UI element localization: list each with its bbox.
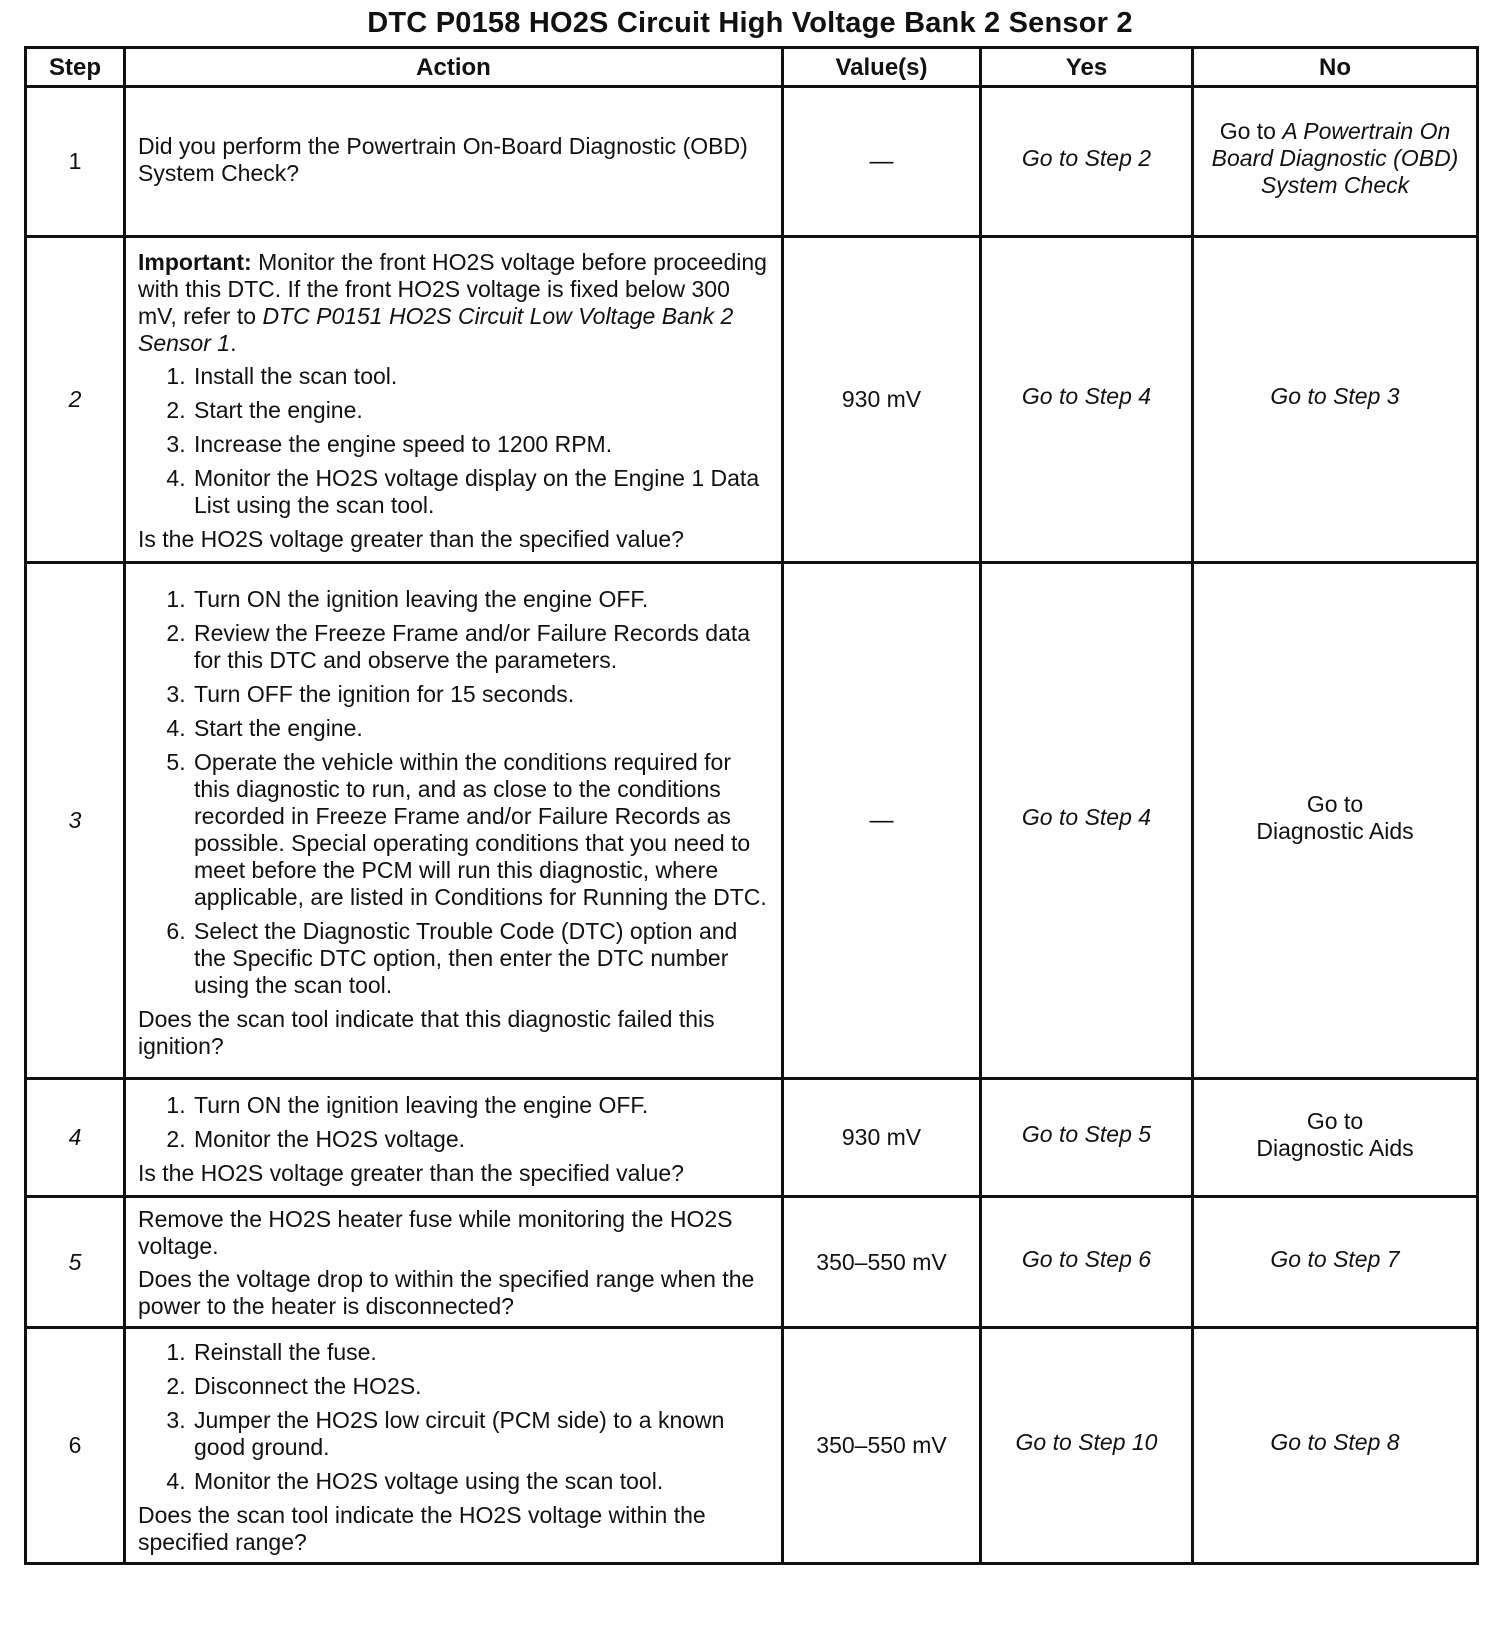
table-row xyxy=(26,87,1478,237)
action-question: Does the scan tool indicate that this diagnostic failed this ignition? xyxy=(138,1005,715,1059)
no-link[interactable]: Diagnostic Aids xyxy=(1256,1134,1414,1161)
value-text: 350–550 mV xyxy=(816,1248,947,1275)
column-header-action: Action xyxy=(125,48,783,87)
action-step-list xyxy=(138,1092,771,1153)
list-item: 1. Turn ON the ignition leaving the engine OFF. xyxy=(192,1092,771,1119)
step-number: 5 xyxy=(68,1248,82,1275)
yes-cell xyxy=(981,1197,1193,1328)
list-item: 3. Jumper the HO2S low circuit (PCM side) to a known good ground. xyxy=(192,1407,771,1461)
value-text: — xyxy=(869,807,894,834)
value-text: 930 mV xyxy=(841,1124,922,1150)
step-number-cell xyxy=(26,1079,125,1197)
yes-cell xyxy=(981,1079,1193,1197)
step-number: 6 xyxy=(68,1432,82,1458)
list-item: 5. Operate the vehicle within the conditions required for this diagnostic to run, and as close to the conditions recorded in Freeze Frame and/or Failure Records as possible. Special operating conditions that you need to meet before the PCM will run this diagnostic, where applicable, are listed in Conditions for Running the DTC. xyxy=(192,749,771,911)
no-cell xyxy=(1193,563,1478,1079)
action-cell xyxy=(125,563,783,1079)
step-number-cell xyxy=(26,1328,125,1564)
no-cell xyxy=(1193,1328,1478,1564)
yes-cell xyxy=(981,1328,1193,1564)
important-text: Monitor the front HO2S voltage before proceeding with this DTC. If the front HO2S voltage is fixed below 300 mV, refer to xyxy=(138,248,767,329)
no-link[interactable]: Go to Step 3 xyxy=(1270,383,1400,409)
yes-cell xyxy=(981,237,1193,563)
column-header-yes: Yes xyxy=(981,48,1193,87)
step-number-cell xyxy=(26,1197,125,1328)
value-text: — xyxy=(869,148,894,175)
value-cell xyxy=(783,1197,981,1328)
no-link[interactable]: A Powertrain On Board Diagnostic (OBD) System Check xyxy=(1211,118,1459,198)
important-end: . xyxy=(230,329,237,356)
no-cell xyxy=(1193,87,1478,237)
action-question: Does the voltage drop to within the specified range when the power to the heater is disconnected? xyxy=(138,1266,755,1319)
column-header-values: Value(s) xyxy=(783,48,981,87)
action-step-list xyxy=(138,586,771,999)
diagnostic-table xyxy=(24,46,1479,1565)
list-item: 1. Reinstall the fuse. xyxy=(192,1339,771,1366)
action-text: Remove the HO2S heater fuse while monitoring the HO2S voltage. xyxy=(138,1206,733,1259)
action-question: Is the HO2S voltage greater than the specified value? xyxy=(138,1160,684,1186)
table-row xyxy=(26,1328,1478,1564)
list-item: 2. Disconnect the HO2S. xyxy=(192,1373,771,1400)
no-prefix: Go to xyxy=(1219,118,1283,144)
table-header-row xyxy=(26,48,1478,87)
page-title: DTC P0158 HO2S Circuit High Voltage Bank 2 Sensor 2 xyxy=(367,7,1133,39)
action-cell xyxy=(125,87,783,237)
no-cell xyxy=(1193,1079,1478,1197)
step-number: 1 xyxy=(68,148,82,174)
important-label: Important: xyxy=(138,248,252,275)
list-item: 4. Monitor the HO2S voltage using the scan tool. xyxy=(192,1468,771,1495)
yes-cell xyxy=(981,87,1193,237)
list-item: 2. Review the Freeze Frame and/or Failure Records data for this DTC and observe the parameters. xyxy=(192,620,771,674)
column-header-no: No xyxy=(1193,48,1478,87)
action-question: Did you perform the Powertrain On-Board Diagnostic (OBD) System Check? xyxy=(138,132,748,186)
list-item: 4. Monitor the HO2S voltage display on the Engine 1 Data List using the scan tool. xyxy=(192,465,771,519)
yes-cell xyxy=(981,563,1193,1079)
action-cell xyxy=(125,1197,783,1328)
yes-link[interactable]: Go to Step 6 xyxy=(1021,1245,1152,1272)
yes-link[interactable]: Go to Step 2 xyxy=(1021,145,1152,171)
value-cell xyxy=(783,563,981,1079)
important-ref-link[interactable]: DTC P0151 HO2S Circuit Low Voltage Bank 2 Sensor 1 xyxy=(138,302,734,356)
step-number: 4 xyxy=(68,1124,82,1150)
table-row xyxy=(26,563,1478,1079)
no-link[interactable]: Go to Step 8 xyxy=(1270,1429,1400,1455)
yes-link[interactable]: Go to Step 5 xyxy=(1021,1121,1152,1147)
table-row xyxy=(26,237,1478,563)
action-step-list xyxy=(138,1339,771,1495)
action-step-list xyxy=(138,363,771,519)
step-number: 2 xyxy=(68,386,82,412)
value-text: 930 mV xyxy=(841,386,922,412)
list-item: 1. Turn ON the ignition leaving the engine OFF. xyxy=(192,586,771,613)
yes-link[interactable]: Go to Step 4 xyxy=(1021,804,1152,830)
action-cell xyxy=(125,237,783,563)
action-question: Is the HO2S voltage greater than the specified value? xyxy=(138,525,684,552)
step-number: 3 xyxy=(68,807,82,833)
no-prefix: Go to xyxy=(1306,790,1364,817)
step-number-cell xyxy=(26,87,125,237)
value-cell xyxy=(783,1328,981,1564)
list-item: 4. Start the engine. xyxy=(192,715,771,742)
no-link[interactable]: Go to Step 7 xyxy=(1270,1245,1400,1272)
table-row xyxy=(26,1197,1478,1328)
step-number-cell xyxy=(26,237,125,563)
value-cell xyxy=(783,1079,981,1197)
table-row xyxy=(26,1079,1478,1197)
list-item: 2. Monitor the HO2S voltage. xyxy=(192,1126,771,1153)
important-note xyxy=(138,249,771,357)
list-item: 2. Start the engine. xyxy=(192,397,771,424)
no-cell xyxy=(1193,237,1478,563)
value-cell xyxy=(783,237,981,563)
step-number-cell xyxy=(26,563,125,1079)
value-cell xyxy=(783,87,981,237)
value-text: 350–550 mV xyxy=(816,1432,947,1458)
yes-link[interactable]: Go to Step 10 xyxy=(1015,1429,1158,1455)
list-item: 3. Increase the engine speed to 1200 RPM. xyxy=(192,431,771,458)
column-header-step: Step xyxy=(26,48,125,87)
action-cell xyxy=(125,1079,783,1197)
no-prefix: Go to xyxy=(1306,1107,1364,1134)
action-question: Does the scan tool indicate the HO2S voltage within the specified range? xyxy=(138,1502,706,1555)
action-cell xyxy=(125,1328,783,1564)
list-item: 1. Install the scan tool. xyxy=(192,363,771,390)
list-item: 3. Turn OFF the ignition for 15 seconds. xyxy=(192,681,771,708)
no-link[interactable]: Diagnostic Aids xyxy=(1256,817,1414,844)
yes-link[interactable]: Go to Step 4 xyxy=(1021,383,1152,409)
no-cell xyxy=(1193,1197,1478,1328)
list-item: 6. Select the Diagnostic Trouble Code (DTC) option and the Specific DTC option, then enter the DTC number using the scan tool. xyxy=(192,918,771,999)
